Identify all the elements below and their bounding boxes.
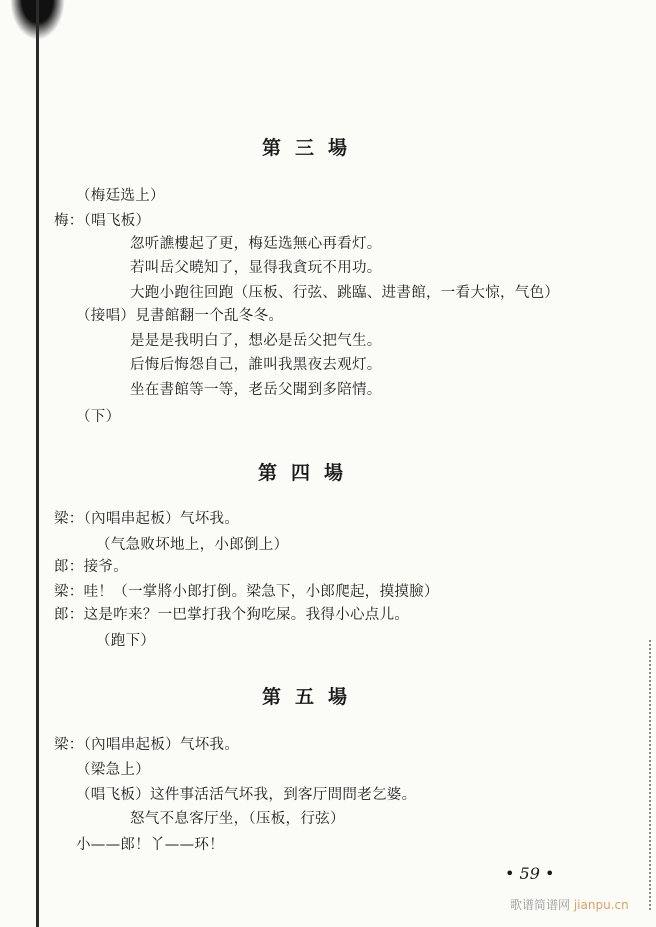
scene-5-title: 第五場 xyxy=(262,686,362,708)
lyric-line: 忽听譙樓起了更，梅廷选無心再看灯。 xyxy=(130,236,382,252)
lyric-line: 大跑小跑往回跑（压板、行弦、跳臨、进書館，一看大惊，气色） xyxy=(130,285,560,301)
lyric-line: 怒气不息客厅坐，（压板，行弦） xyxy=(130,811,345,827)
lyric-line: 后悔后悔怨自己，誰叫我黑夜去观灯。 xyxy=(130,357,382,373)
stage-direction: （气急败坏地上，小郎倒上） xyxy=(96,537,289,553)
lyric-line: 坐在書館等一等，老岳父聞到多陪情。 xyxy=(130,382,382,398)
lyric-line: 若叫岳父曉知了，显得我貪玩不用功。 xyxy=(130,260,382,276)
lyric-line: 小——郎！丫——环！ xyxy=(76,837,224,853)
dialogue-line: 梁：（內唱串起板）气坏我。 xyxy=(54,511,240,527)
dialogue-line: 梅：（唱飞板） xyxy=(54,213,151,229)
stage-direction: （梅廷选上） xyxy=(76,188,165,204)
watermark xyxy=(510,896,629,913)
scene-3-title: 第三場 xyxy=(262,137,362,159)
page-number: • 59 • xyxy=(505,864,555,883)
stage-direction: （下） xyxy=(76,409,121,425)
binding-edge xyxy=(36,0,39,927)
dialogue-line: 梁：（內唱串起板）气坏我。 xyxy=(54,737,240,753)
watermark-cn: 歌谱简谱网 xyxy=(510,898,571,912)
stage-direction: （跑下） xyxy=(96,633,156,649)
lyric-line: 是是是我明白了，想必是岳父把气生。 xyxy=(130,333,382,349)
scan-edge xyxy=(649,640,652,910)
dialogue-line: 郎：接爷。 xyxy=(54,559,128,575)
dialogue-line: 郎：这是咋来？一巴掌打我个狗吃屎。我得小心点儿。 xyxy=(54,607,410,623)
stage-direction: （梁急上） xyxy=(76,762,150,778)
scene-4-title: 第四場 xyxy=(258,462,358,484)
lyric-line: （唱飞板）这件事活活气坏我，到客厅問問老乞婆。 xyxy=(76,787,417,803)
lyric-line: （接唱）見書館翻一个乱冬冬。 xyxy=(76,308,284,324)
watermark-en: jianpu.cn xyxy=(573,898,629,912)
dialogue-line: 梁：哇！（一掌將小郎打倒。梁急下，小郎爬起，摸摸臉） xyxy=(54,584,439,600)
